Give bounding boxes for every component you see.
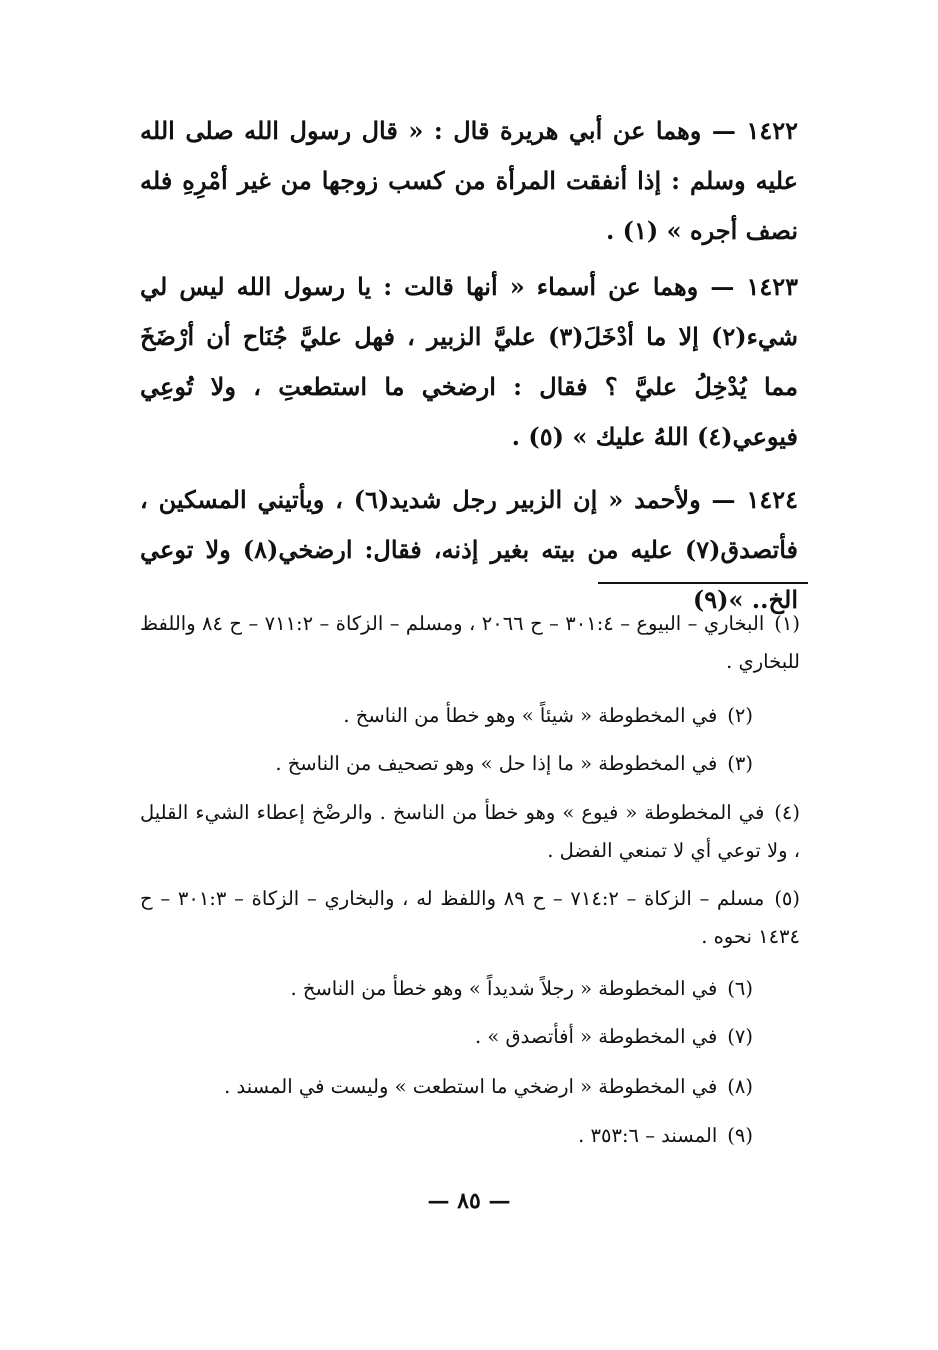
hadith-1424 — [140, 475, 798, 625]
footnote-marker: (٣) — [727, 752, 753, 775]
footnote-text: في المخطوطة « رجلاً شديداً » وهو خطأ من الناسخ . — [290, 977, 718, 1000]
footnote-marker: (٦) — [727, 977, 753, 1000]
footnote-text: في المخطوطة « فيوع » وهو خطأ من الناسخ . والرضْخ إعطاء الشيء القليل ، ولا توعي أي لا تمنعي الفضل . — [140, 801, 800, 862]
footnote-text: في المخطوطة « ارضخي ما استطعت » وليست في المسند . — [224, 1075, 718, 1098]
hadith-number: ١٤٢٤ — [746, 485, 798, 514]
footnote-marker: (٩) — [727, 1124, 753, 1147]
footnote-8 — [224, 1068, 753, 1106]
hadith-1422 — [140, 106, 798, 256]
hadith-text: — ولأحمد « إن الزبير رجل شديد(٦) ، ويأتيني المسكين ، فأتصدق(٧) عليه من بيته بغير إذنه، فقال: ارضخي(٨) ولا توعي الخ.. »(٩) — [140, 485, 798, 614]
footnote-marker: (١) — [774, 612, 800, 635]
footnote-marker: (٧) — [727, 1025, 753, 1048]
footnote-text: المسند – ٣٥٣:٦ . — [578, 1124, 718, 1147]
hadith-1423 — [140, 262, 798, 462]
footnote-2 — [343, 697, 753, 735]
page-number: — ٨٥ — — [427, 1188, 511, 1214]
footnote-separator — [598, 582, 808, 584]
footnote-text: مسلم – الزكاة – ٧١٤:٢ – ح ٨٩ واللفظ له ، والبخاري – الزكاة – ٣٠١:٣ – ح ١٤٣٤ نحوه . — [140, 887, 800, 948]
footnote-marker: (٢) — [727, 704, 753, 727]
footnote-text: في المخطوطة « ما إذا حل » وهو تصحيف من الناسخ . — [275, 752, 718, 775]
hadith-number: ١٤٢٢ — [746, 116, 798, 145]
footnote-7 — [475, 1018, 753, 1056]
hadith-number: ١٤٢٣ — [746, 272, 798, 301]
footnote-1 — [140, 605, 800, 681]
footnote-4 — [140, 794, 800, 870]
hadith-text: — وهما عن أسماء « أنها قالت : يا رسول الله ليس لي شيء(٢) إلا ما أدْخَلَ(٣) عليَّ الزبير ، فهل عليَّ جُنَاح أن أرْضَخَ مما يُدْخِلُ عليَّ ؟ فقال : ارضخي ما استطعتِ ، ولا تُوعِي فيوعي(٤) اللهُ عليك » (٥) . — [140, 272, 798, 451]
footnote-text: البخاري – البيوع – ٣٠١:٤ – ح ٢٠٦٦ ، ومسلم – الزكاة – ٧١١:٢ – ح ٨٤ واللفظ للبخاري . — [140, 612, 800, 673]
footnote-marker: (٥) — [774, 887, 801, 910]
hadith-text: — وهما عن أبي هريرة قال : « قال رسول الله صلى الله عليه وسلم : إذا أنفقت المرأة من كسب زوجها من غير أمْرِهِ فله نصف أجره » (١) . — [140, 116, 798, 245]
footnote-6 — [290, 970, 753, 1008]
footnote-marker: (٨) — [727, 1075, 753, 1098]
footnote-9 — [578, 1117, 753, 1155]
footnote-3 — [275, 745, 753, 783]
footnote-text: في المخطوطة « شيئاً » وهو خطأ من الناسخ . — [343, 704, 718, 727]
footnote-marker: (٤) — [774, 801, 800, 824]
footnote-5 — [140, 880, 800, 956]
footnote-text: في المخطوطة « أفأتصدق » . — [475, 1025, 718, 1048]
